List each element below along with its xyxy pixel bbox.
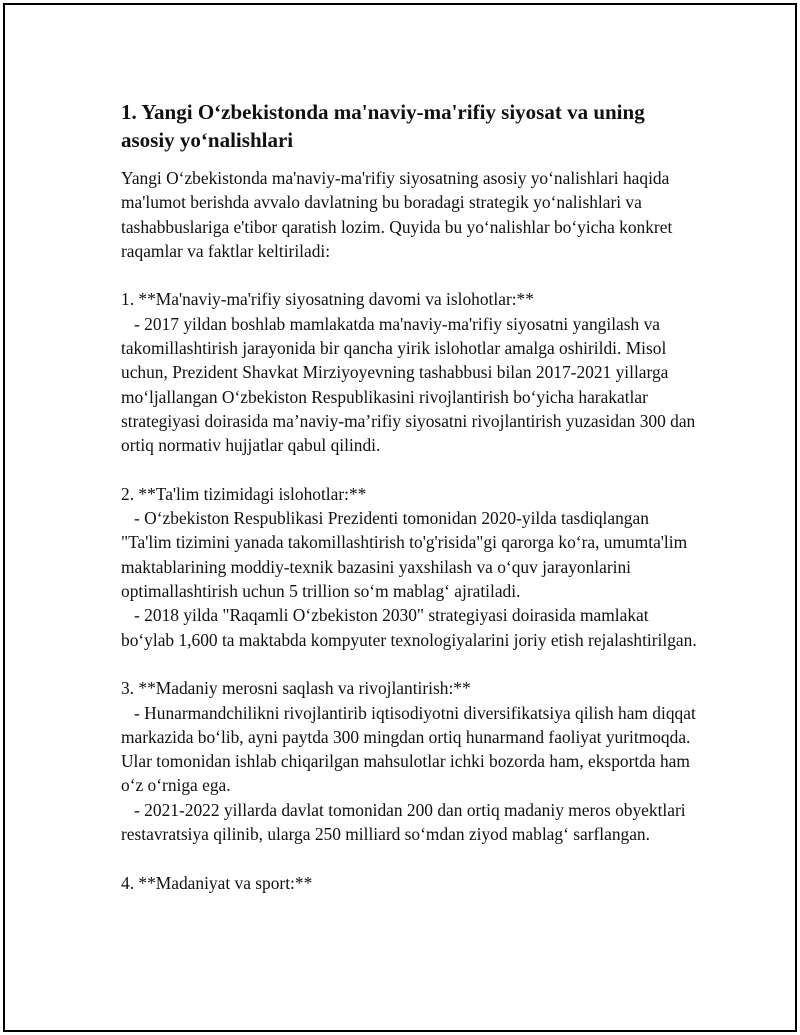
document-heading: 1. Yangi O‘zbekistonda ma'naviy-ma'rifiy siyosat va uning asosiy yo‘nalishlari [121, 100, 645, 152]
section-bullet: - 2017 yildan boshlab mamlakatda ma'naviy-ma'rifiy siyosatni yangilash va takomillashtirish jarayonida bir qancha yirik islohotlar amalga oshirildi. Misol uchun, Prezident Shavkat Mirziyoyevning tashabbusi bilan 2017-2021 yillarga mo‘ljallangan O‘zbekiston Respublikasini rivojlantirish bo‘yicha harakatlar strategiyasi doirasida ma’naviy-ma’rifiy siyosatni rivojlantirish yuzasidan 300 dan ortiq normativ hujjatlar qabul qilindi. [121, 313, 700, 456]
document-content [121, 98, 701, 895]
section-1 [121, 287, 701, 457]
section-bullet: - 2021-2022 yillarda davlat tomonidan 200 dan ortiq madaniy meros obyektlari restavratsiya qilinib, ularga 250 milliard so‘mdan ziyod mablag‘ sarflangan. [121, 799, 690, 845]
section-3 [121, 676, 701, 846]
section-title: 2. **Ta'lim tizimidagi islohotlar:** [121, 483, 367, 504]
page-frame [3, 3, 797, 1032]
section-title: 3. **Madaniy merosni saqlash va rivojlantirish:** [121, 678, 471, 699]
section-bullet: - 2018 yilda "Raqamli O‘zbekiston 2030" strategiyasi doirasida mamlakat bo‘ylab 1,600 ta maktabda kompyuter texnologiyalarini joriy etish rejalashtirilgan. [121, 605, 697, 650]
section-title: 1. **Ma'naviy-ma'rifiy siyosatning davomi va islohotlar:** [121, 289, 534, 310]
section-title: 4. **Madaniyat va sport:** [121, 872, 313, 893]
section-2 [121, 482, 701, 652]
section-4 [121, 871, 701, 895]
section-bullet: - O‘zbekiston Respublikasi Prezidenti tomonidan 2020-yilda tasdiqlangan "Ta'lim tizimini yanada takomillashtirish to'g'risida"gi qarorga ko‘ra, umumta'lim maktablarining moddiy-texnik bazasini yaxshilash va o‘quv jarayonlarini optimallashtirish uchun 5 trillion so‘m mablag‘ ajratiladi. [121, 508, 692, 602]
intro-paragraph: Yangi O‘zbekistonda ma'naviy-ma'rifiy siyosatning asosiy yo‘nalishlari haqida ma'lumot berishda avvalo davlatning bu boradagi strategik yo‘nalishlari va tashabbuslariga e'tibor qaratish lozim. Quyida bu yo‘nalishlar bo‘yicha konkret raqamlar va faktlar keltiriladi: [121, 168, 673, 261]
section-bullet: - Hunarmandchilikni rivojlantirib iqtisodiyotni diversifikatsiya qilish ham diqqat markazida bo‘lib, ayni paytda 300 mingdan ortiq hunarmand faoliyat yuritmoqda. Ular tomonidan ishlab chiqarilgan mahsulotlar ichki bozorda ham, eksportda ham o‘z o‘rniga ega. [121, 702, 701, 796]
